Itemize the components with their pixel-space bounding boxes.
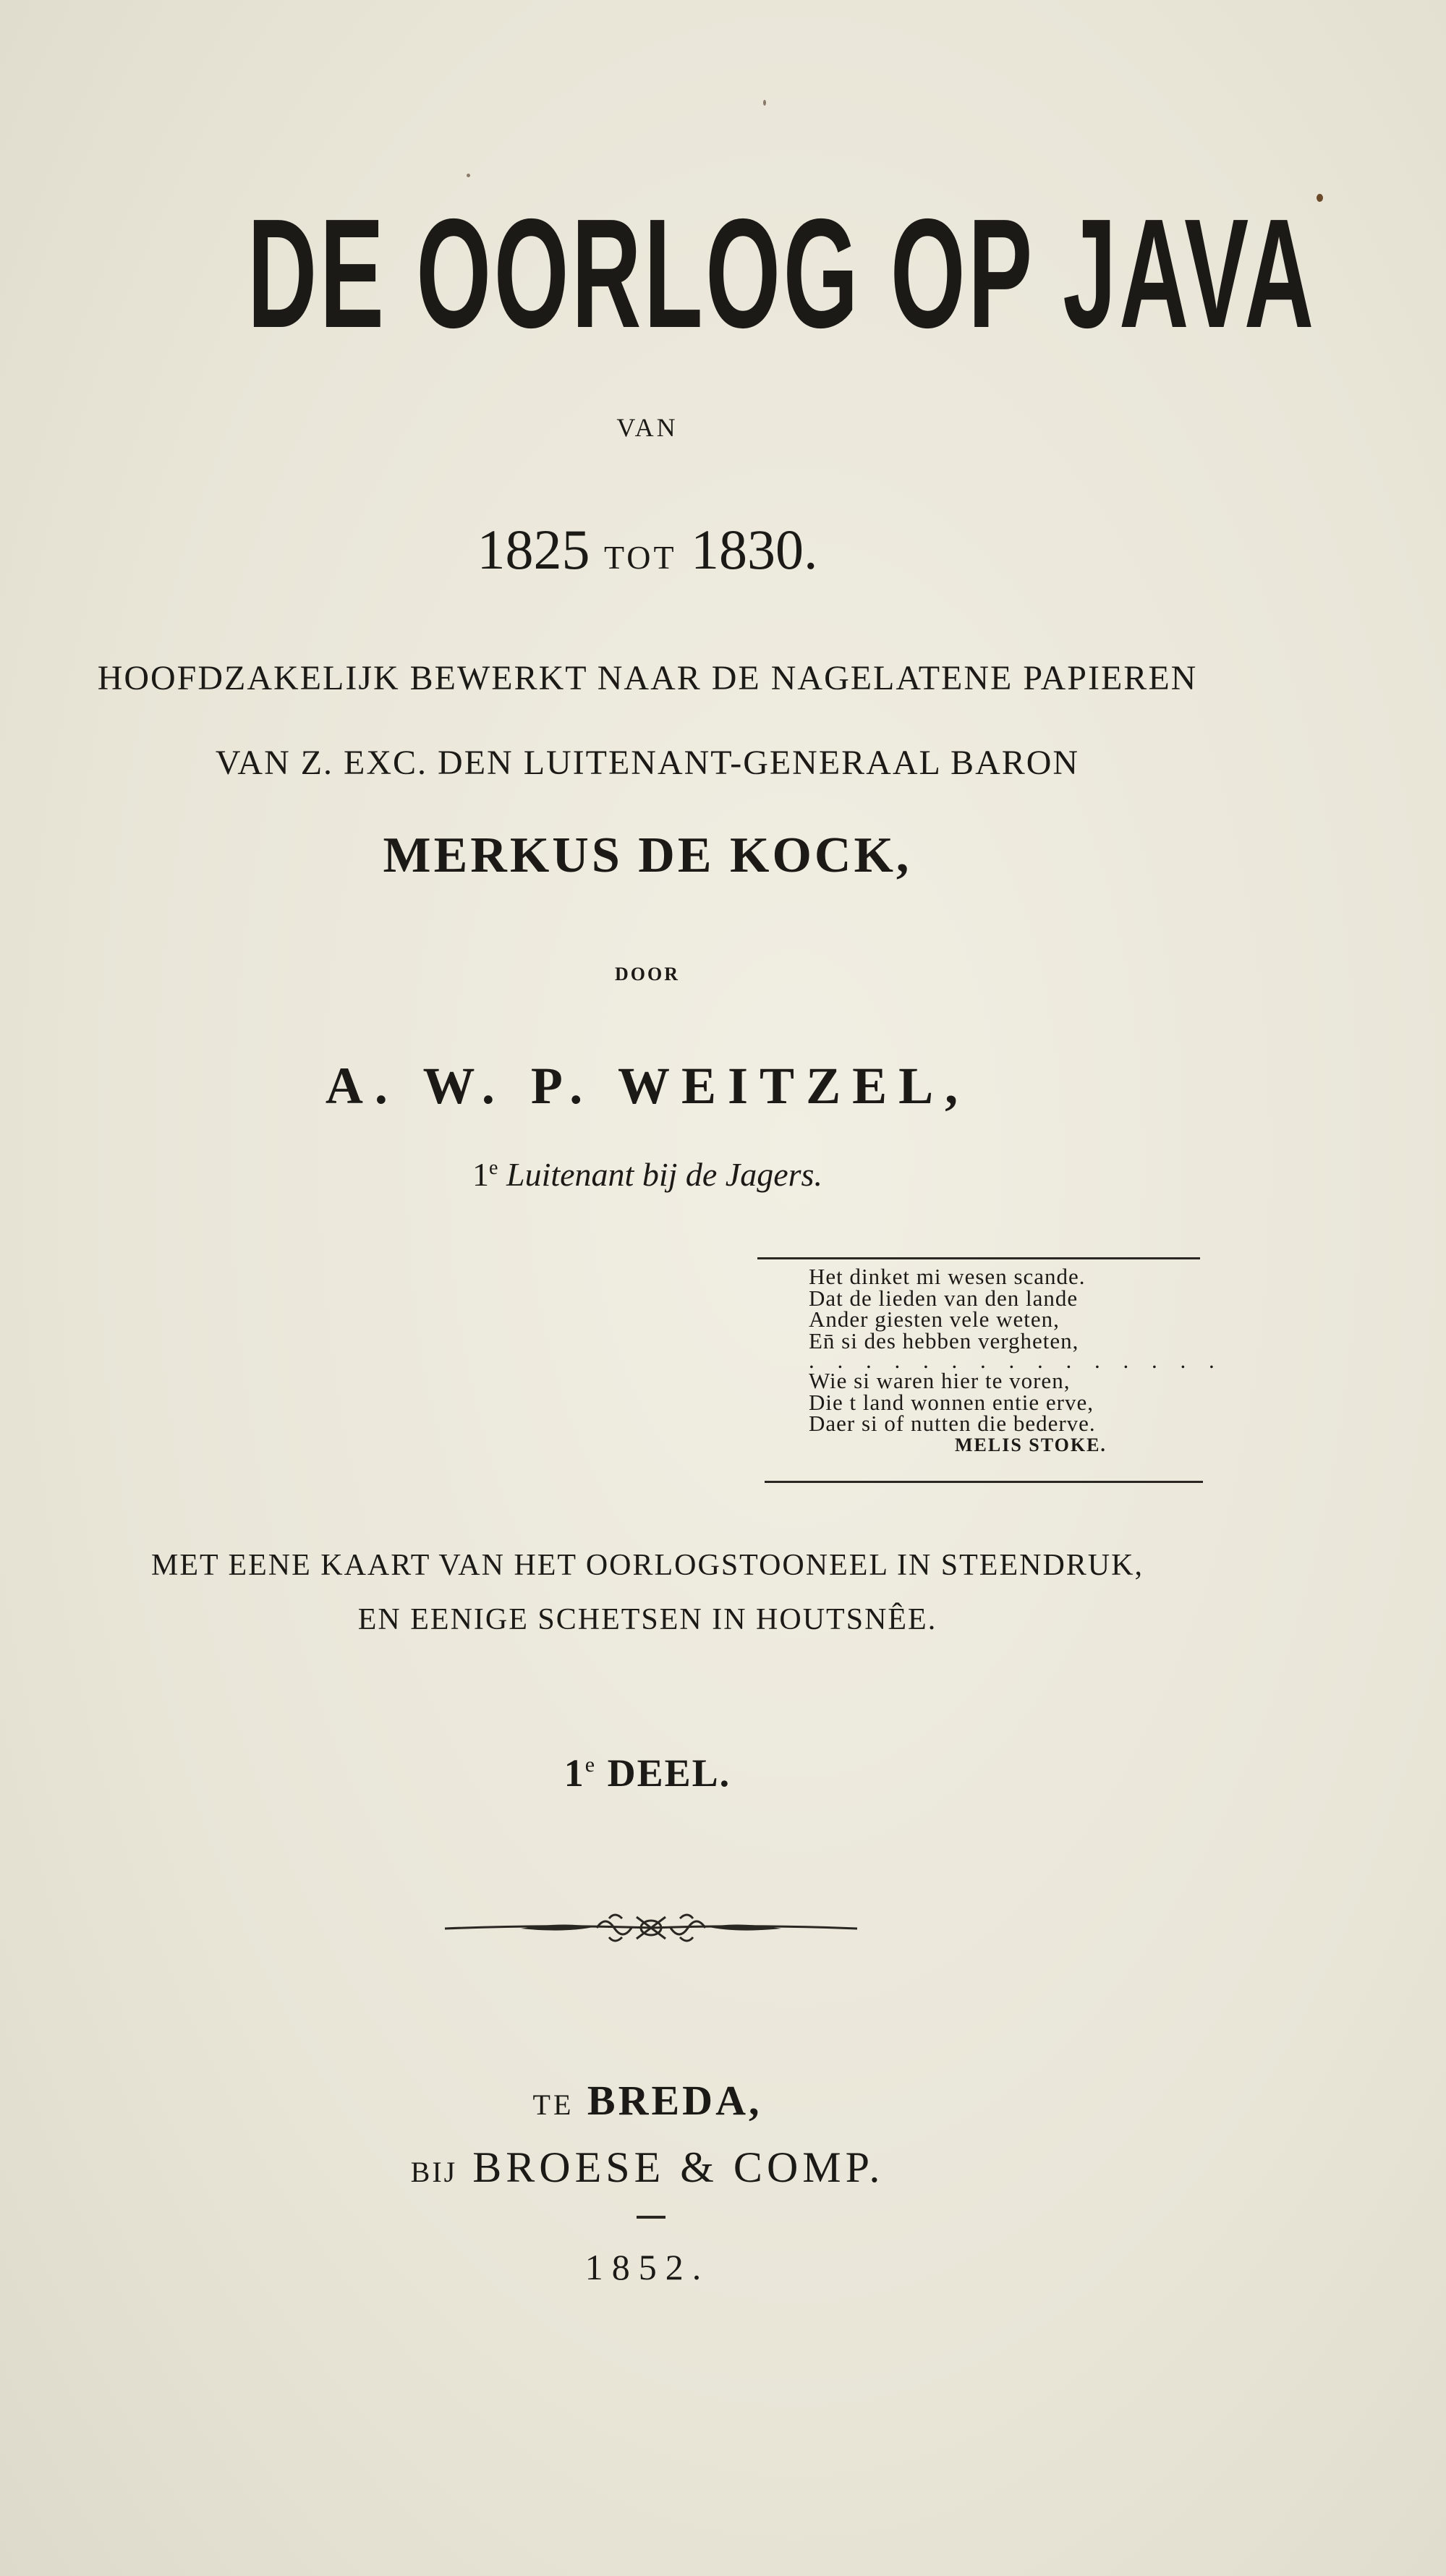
start-year: 1825 — [477, 518, 590, 581]
imprint-publisher-line — [0, 2143, 1295, 2193]
imprint-dash — [637, 2216, 665, 2219]
map-note-line-1: MET EENE KAART VAN HET OORLOGSTOONEEL IN STEENDRUK, — [151, 1549, 1144, 1582]
author-name: A. W. P. WEITZEL, — [325, 1057, 970, 1115]
motto-line: Het dinket mi wesen scande. — [809, 1264, 1086, 1289]
motto-line: Die t land wonnen entie erve, — [809, 1389, 1094, 1415]
imprint-city: BREDA, — [587, 2077, 762, 2124]
date-range — [0, 517, 1295, 590]
volume-word: DEEL. — [607, 1751, 731, 1795]
motto-line: Daer si of nutten die bederve. — [809, 1411, 1096, 1436]
paper-speck — [763, 100, 766, 106]
end-year: 1830. — [691, 518, 818, 581]
publication-year: 1852. — [584, 2247, 710, 2287]
tot-label: TOT — [603, 539, 677, 576]
motto-line: Ander giesten vele weten, — [809, 1306, 1060, 1332]
motto-line: En̄ si des hebben vergheten, — [809, 1327, 1079, 1353]
motto-line: Dat de lieden van den lande — [809, 1285, 1079, 1311]
rank-ordinal-sup: e — [489, 1157, 498, 1179]
motto-top-rule — [757, 1257, 1200, 1259]
publisher-name: BROESE & COMP. — [472, 2143, 885, 2191]
subject-name: MERKUS DE KOCK, — [383, 828, 912, 883]
motto-poem — [809, 1264, 1223, 1455]
volume-ordinal-sup: e — [584, 1753, 597, 1777]
fleuron-ornament — [441, 1903, 861, 1953]
motto-ellipsis: . . . . . . . . . . . . . . . — [809, 1348, 1223, 1373]
imprint-city-line — [0, 2076, 1295, 2125]
rank-text: Luitenant bij de Jagers. — [506, 1156, 822, 1193]
book-title: DE OORLOG OP JAVA — [247, 186, 1317, 360]
van-label: VAN — [616, 413, 679, 442]
subtitle-line-2: VAN Z. EXC. DEN LUITENANT-GENERAAL BARON — [215, 744, 1080, 782]
map-note-line-2: EN EENIGE SCHETSEN IN HOUTSNÊE. — [357, 1603, 937, 1636]
volume-ordinal: 1 — [563, 1751, 585, 1795]
volume-label — [0, 1751, 1295, 1795]
motto-line: Wie si waren hier te voren, — [809, 1368, 1071, 1393]
paper-speck — [1317, 194, 1323, 202]
paper-speck — [467, 174, 470, 177]
te-label: TE — [532, 2088, 574, 2121]
motto-bottom-rule — [765, 1481, 1203, 1483]
bij-label: BIJ — [410, 2156, 458, 2188]
author-rank — [0, 1155, 1295, 1194]
subtitle-line-1: HOOFDZAKELIJK BEWERKT NAAR DE NAGELATENE PAPIEREN — [97, 659, 1198, 697]
door-label: DOOR — [615, 964, 680, 985]
rank-ordinal: 1 — [472, 1156, 490, 1193]
motto-attribution: MELIS STOKE. — [955, 1434, 1107, 1455]
